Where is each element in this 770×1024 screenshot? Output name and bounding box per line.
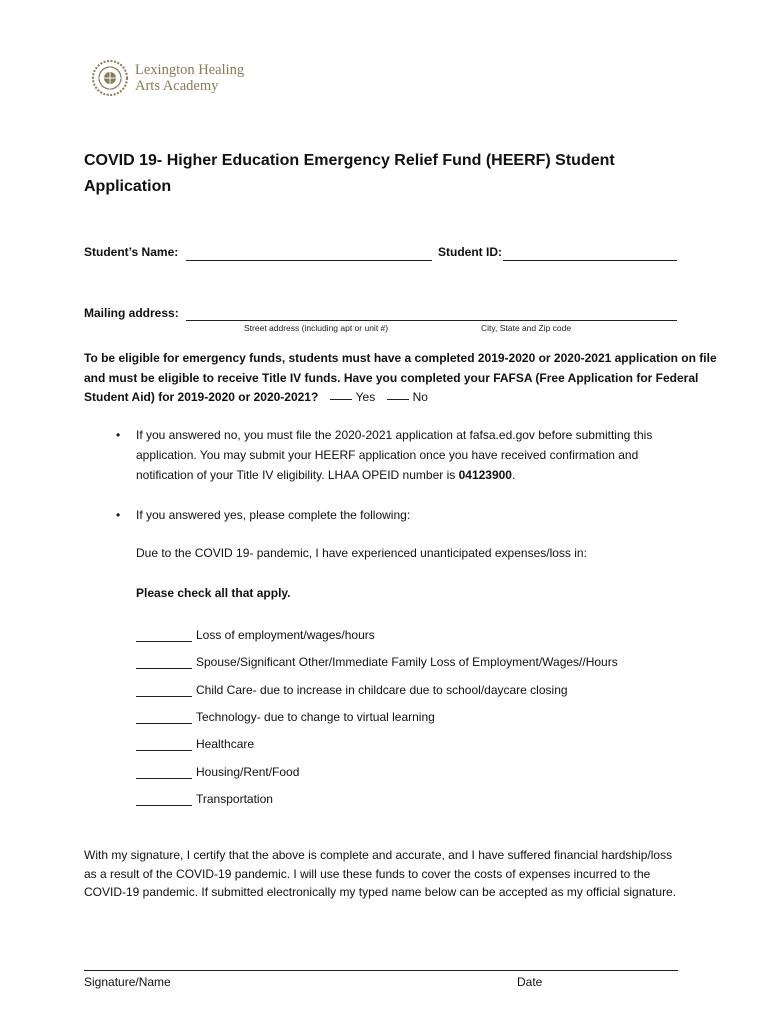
- option-blank[interactable]: [136, 711, 192, 724]
- option-row[interactable]: [136, 733, 254, 751]
- bullet-yes-text: If you answered yes, please complete the following:: [136, 508, 411, 522]
- logo-line-1: Lexington Healing: [135, 62, 245, 78]
- yes-blank[interactable]: [330, 388, 352, 400]
- option-label: Healthcare: [196, 737, 255, 751]
- eligibility-text: To be eligible for emergency funds, students must have a completed 2019-2020 or 2020-2021 application on file and must be eligible to receive Title IV funds. Have you completed your FAFSA (Free Application for Federal Student Aid) for 2019-2020 or 2020-2021?: [84, 351, 717, 404]
- mailing-address-field[interactable]: [186, 306, 677, 321]
- option-blank[interactable]: [136, 656, 192, 669]
- covid-text: Due to the COVID 19- pandemic, I have experienced unanticipated expenses/loss in:: [136, 546, 587, 560]
- student-id-field[interactable]: [503, 246, 677, 261]
- option-blank[interactable]: [136, 793, 192, 806]
- check-all-heading: Please check all that apply.: [136, 586, 291, 600]
- signature-field[interactable]: [84, 970, 678, 971]
- option-blank[interactable]: [136, 766, 192, 779]
- certification-text: With my signature, I certify that the above is complete and accurate, and I have suffered financial hardship/loss as a result of the COVID-19 pandemic. I will use these funds to cover the costs of expenses incurred to the COVID-19 pandemic. If submitted electronically my typed name below can be accepted as my official signature.: [84, 848, 677, 899]
- yes-label: Yes: [355, 390, 376, 404]
- date-label: Date: [517, 975, 543, 989]
- option-blank[interactable]: [136, 684, 192, 697]
- option-row[interactable]: [136, 651, 618, 669]
- option-label: Transportation: [196, 792, 273, 806]
- option-row[interactable]: [136, 706, 435, 724]
- page-title: COVID 19- Higher Education Emergency Relief Fund (HEERF) Student Application: [84, 152, 615, 195]
- option-label: Loss of employment/wages/hours: [196, 628, 375, 642]
- bullet-icon: •: [116, 428, 121, 442]
- opeid-number: 04123900: [458, 468, 512, 482]
- option-label: Spouse/Significant Other/Immediate Family Loss of Employment/Wages//Hours: [196, 655, 618, 669]
- student-id-label: Student ID:: [438, 245, 502, 259]
- bullet-no-text: If you answered no, you must file the 2020-2021 application at fafsa.ed.gov before submitting this application. You may submit your HEERF application once you have received confirmation and notification of your Title IV eligibility. LHAA OPEID number is 04123900.: [136, 428, 653, 482]
- logo-emblem-icon: [90, 58, 130, 98]
- no-label: No: [412, 390, 428, 404]
- option-label: Child Care- due to increase in childcare due to school/daycare closing: [196, 683, 568, 697]
- option-row[interactable]: [136, 624, 375, 642]
- yes-option[interactable]: [330, 390, 376, 404]
- logo-line-2: Arts Academy: [135, 78, 219, 94]
- bullet-icon: •: [116, 508, 121, 522]
- option-label: Technology- due to change to virtual learning: [196, 710, 435, 724]
- city-hint: City, State and Zip code: [481, 323, 572, 333]
- logo: [90, 56, 265, 100]
- option-label: Housing/Rent/Food: [196, 765, 300, 779]
- option-blank[interactable]: [136, 629, 192, 642]
- signature-label: Signature/Name: [84, 975, 171, 989]
- street-hint: Street address (including apt or unit #): [244, 323, 389, 333]
- mailing-address-label: Mailing address:: [84, 306, 179, 320]
- no-option[interactable]: [387, 390, 428, 404]
- logo-text: [135, 62, 244, 94]
- option-blank[interactable]: [136, 738, 192, 751]
- option-row[interactable]: [136, 761, 299, 779]
- option-row[interactable]: [136, 788, 273, 806]
- option-row[interactable]: [136, 679, 568, 697]
- student-name-field[interactable]: [186, 246, 432, 261]
- student-name-label: Student’s Name:: [84, 245, 179, 259]
- no-blank[interactable]: [387, 388, 409, 400]
- eligibility-question: [84, 349, 724, 408]
